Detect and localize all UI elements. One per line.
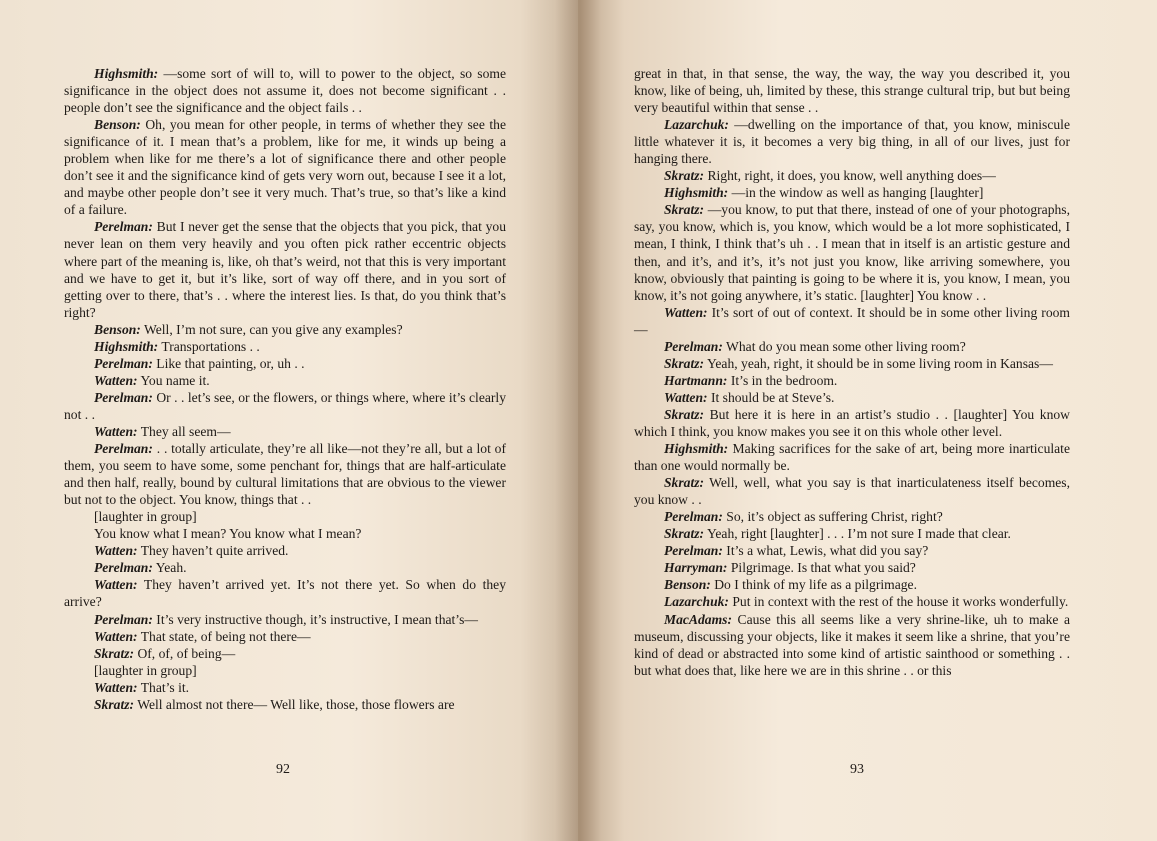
speaker-name: Highsmith: xyxy=(664,185,729,201)
right-page-number: 93 xyxy=(850,762,864,777)
speaker-name: Watten: xyxy=(664,304,708,320)
speaker-name: Watten: xyxy=(94,679,138,695)
dialogue-text: It’s a what, Lewis, what did you say? xyxy=(722,543,929,559)
dialogue-paragraph xyxy=(64,65,506,116)
dialogue-text: But here it is here in an artist’s studio . . [laughter] You know which I think, you know makes you see it on this whole other level. xyxy=(634,406,1070,439)
speaker-name: Watten: xyxy=(94,423,138,439)
speaker-name: Highsmith: xyxy=(94,66,159,81)
dialogue-paragraph xyxy=(64,645,506,662)
dialogue-paragraph xyxy=(634,201,1070,303)
speaker-name: Benson: xyxy=(664,577,711,593)
dialogue-text: It’s in the bedroom. xyxy=(727,372,838,388)
dialogue-text: That’s it. xyxy=(137,679,190,695)
dialogue-paragraph xyxy=(64,355,506,372)
dialogue-paragraph xyxy=(64,628,506,645)
dialogue-paragraph xyxy=(634,65,1070,116)
dialogue-paragraph xyxy=(64,372,506,389)
dialogue-text: Right, right, it does, you know, well anything does— xyxy=(704,168,996,184)
dialogue-text: Well almost not there— Well like, those, those flowers are xyxy=(134,696,455,712)
dialogue-paragraph xyxy=(634,116,1070,167)
book-gutter xyxy=(555,0,601,841)
dialogue-text: It’s sort of out of context. It should be in some other living room— xyxy=(634,304,1070,337)
speaker-name: Skratz: xyxy=(664,355,705,371)
dialogue-text: —you know, to put that there, instead of one of your photographs, say, you know, which is, you know, which would be a lot more sophisticated, I mean, I think, I think that’s uh . . I mean that in itself is an artistic gesture and then, and it’s, and it’s, it’s not just you know, like arriving somewhere, you know, obviously that painting is going to be where it is, you know, I mean, you know, it’s not going anywhere, it’s static. [laughter] You know . . xyxy=(634,202,1070,303)
dialogue-text: It’s very instructive though, it’s instructive, I mean that’s— xyxy=(152,611,478,627)
dialogue-text: Pilgrimage. Is that what you said? xyxy=(727,560,916,576)
speaker-name: Benson: xyxy=(94,117,141,133)
dialogue-paragraph xyxy=(64,116,506,218)
dialogue-paragraph xyxy=(634,406,1070,440)
speaker-name: Watten: xyxy=(94,543,138,559)
dialogue-text: Yeah, yeah, right, it should be in some living room in Kansas— xyxy=(704,355,1053,371)
dialogue-paragraph xyxy=(634,167,1070,184)
dialogue-paragraph xyxy=(64,423,506,440)
dialogue-paragraph xyxy=(64,389,506,423)
dialogue-text: What do you mean some other living room? xyxy=(722,338,966,354)
dialogue-paragraph xyxy=(64,662,506,679)
left-page-text xyxy=(64,65,506,713)
dialogue-text: Oh, you mean for other people, in terms of whether they see the significance of it. I mean that’s a problem, like for me, it winds up being a problem when like for me there’s a lot of significance there and other people don’t see it and the significance kind of gets very worn out, because I see it a lot, and maybe other people don’t see it very much. That’s true, so that’s like a kind of a failure. xyxy=(64,117,506,218)
speaker-name: Skratz: xyxy=(94,696,135,712)
speaker-name: Watten: xyxy=(94,628,138,644)
dialogue-text: You name it. xyxy=(137,372,210,388)
dialogue-text: —some sort of will to, will to power to the object, so some significance in the object does not assume it, does not become significant . . people don’t see the significance and the object fails . . xyxy=(64,66,506,116)
right-page-text xyxy=(634,65,1070,679)
dialogue-paragraph xyxy=(64,679,506,696)
dialogue-text: It should be at Steve’s. xyxy=(707,389,835,405)
dialogue-text: Well, well, what you say is that inarticulateness itself becomes, you know . . xyxy=(634,475,1070,508)
speaker-name: Perelman: xyxy=(94,611,153,627)
speaker-name: Perelman: xyxy=(94,219,153,235)
dialogue-paragraph xyxy=(634,372,1070,389)
right-page xyxy=(578,0,1157,841)
dialogue-text: Transportations . . xyxy=(158,338,260,354)
speaker-name: Benson: xyxy=(94,321,141,337)
dialogue-paragraph xyxy=(64,576,506,610)
speaker-name: Harryman: xyxy=(664,560,728,576)
speaker-name: Watten: xyxy=(94,372,138,388)
left-page-number: 92 xyxy=(276,762,290,777)
dialogue-text: Of, of, of being— xyxy=(134,645,236,661)
speaker-name: Skratz: xyxy=(664,202,705,218)
speaker-name: Hartmann: xyxy=(664,372,728,388)
speaker-name: Skratz: xyxy=(664,526,705,542)
dialogue-text: Cause this all seems like a very shrine-like, uh to make a museum, discussing your objects, like it makes it seem like a shrine, that you’re kind of dead or abstracted into some kind of artistic sainthood or something . . but what does that, like here we are in this shrine . . or this xyxy=(634,611,1070,678)
dialogue-text: [laughter in group] xyxy=(94,662,197,678)
dialogue-text: great in that, in that sense, the way, the way, the way you described it, you know, like of being, uh, limited by these, this strange cultural trip, but but being very beautiful within that sense . . xyxy=(634,66,1070,116)
dialogue-text: But I never get the sense that the objects that you pick, that you never lean on them very heavily and you often pick rather eccentric objects where part of the meaning is, like, oh that’s weird, not that this is very important and we have to get it, but it’s like, sort of way off there, and in you sort of getting over to there, that’s . . where the interest lies. Is that, do you think that’s right? xyxy=(64,219,506,320)
dialogue-paragraph xyxy=(64,696,506,713)
dialogue-paragraph xyxy=(634,474,1070,508)
dialogue-paragraph xyxy=(64,321,506,338)
speaker-name: Skratz: xyxy=(94,645,135,661)
dialogue-text: Yeah. xyxy=(152,560,187,576)
left-page xyxy=(0,0,578,841)
dialogue-text: They haven’t arrived yet. It’s not there yet. So when do they arrive? xyxy=(64,577,506,610)
dialogue-paragraph xyxy=(634,611,1070,679)
dialogue-paragraph xyxy=(64,559,506,576)
speaker-name: Perelman: xyxy=(94,441,153,457)
dialogue-paragraph xyxy=(64,525,506,542)
dialogue-text: You know what I mean? You know what I mean? xyxy=(94,526,362,542)
dialogue-paragraph xyxy=(634,593,1070,610)
speaker-name: Highsmith: xyxy=(94,338,159,354)
speaker-name: Skratz: xyxy=(664,475,705,491)
dialogue-paragraph xyxy=(634,389,1070,406)
dialogue-paragraph xyxy=(634,338,1070,355)
dialogue-paragraph xyxy=(64,440,506,508)
dialogue-text: Put in context with the rest of the house it works wonderfully. xyxy=(728,594,1069,610)
dialogue-text: Well, I’m not sure, can you give any examples? xyxy=(140,321,403,337)
dialogue-paragraph xyxy=(634,576,1070,593)
speaker-name: Skratz: xyxy=(664,168,705,184)
dialogue-text: Do I think of my life as a pilgrimage. xyxy=(710,577,917,593)
dialogue-text: Or . . let’s see, or the flowers, or things where, where it’s clearly not . . xyxy=(64,389,506,422)
dialogue-text: Yeah, right [laughter] . . . I’m not sure I made that clear. xyxy=(704,526,1011,542)
speaker-name: Watten: xyxy=(94,577,138,593)
dialogue-text: So, it’s object as suffering Christ, right? xyxy=(722,509,943,525)
dialogue-paragraph xyxy=(634,440,1070,474)
speaker-name: Highsmith: xyxy=(664,441,729,457)
speaker-name: Perelman: xyxy=(664,543,723,559)
dialogue-text: . . totally articulate, they’re all like—not they’re all, but a lot of them, you seem to have some, some penchant for, things that are half-articulate and then half, really, bound by cultural limitations that are obvious to the viewer but not to the object. You know, things that . . xyxy=(64,441,506,508)
dialogue-paragraph xyxy=(634,559,1070,576)
dialogue-paragraph xyxy=(634,508,1070,525)
dialogue-paragraph xyxy=(634,542,1070,559)
dialogue-paragraph xyxy=(64,218,506,320)
speaker-name: Skratz: xyxy=(664,406,705,422)
dialogue-text: They haven’t quite arrived. xyxy=(137,543,289,559)
speaker-name: MacAdams: xyxy=(664,611,732,627)
dialogue-paragraph xyxy=(634,184,1070,201)
speaker-name: Perelman: xyxy=(94,355,153,371)
dialogue-text: Making sacrifices for the sake of art, being more inarticulate than one would normally be. xyxy=(634,441,1070,474)
dialogue-text: —dwelling on the importance of that, you know, miniscule little whatever it is, it becomes a very big thing, in all of our lives, just for hanging there. xyxy=(634,117,1070,167)
dialogue-paragraph xyxy=(64,611,506,628)
dialogue-text: [laughter in group] xyxy=(94,509,197,525)
speaker-name: Lazarchuk: xyxy=(664,594,729,610)
speaker-name: Perelman: xyxy=(94,389,153,405)
dialogue-paragraph xyxy=(634,525,1070,542)
dialogue-text: —in the window as well as hanging [laughter] xyxy=(728,185,984,201)
dialogue-paragraph xyxy=(634,304,1070,338)
dialogue-paragraph xyxy=(64,542,506,559)
speaker-name: Watten: xyxy=(664,389,708,405)
dialogue-text: Like that painting, or, uh . . xyxy=(152,355,305,371)
speaker-name: Perelman: xyxy=(94,560,153,576)
dialogue-paragraph xyxy=(64,508,506,525)
speaker-name: Perelman: xyxy=(664,338,723,354)
dialogue-paragraph xyxy=(634,355,1070,372)
speaker-name: Lazarchuk: xyxy=(664,117,729,133)
speaker-name: Perelman: xyxy=(664,509,723,525)
dialogue-text: They all seem— xyxy=(137,423,231,439)
dialogue-text: That state, of being not there— xyxy=(137,628,311,644)
dialogue-paragraph xyxy=(64,338,506,355)
